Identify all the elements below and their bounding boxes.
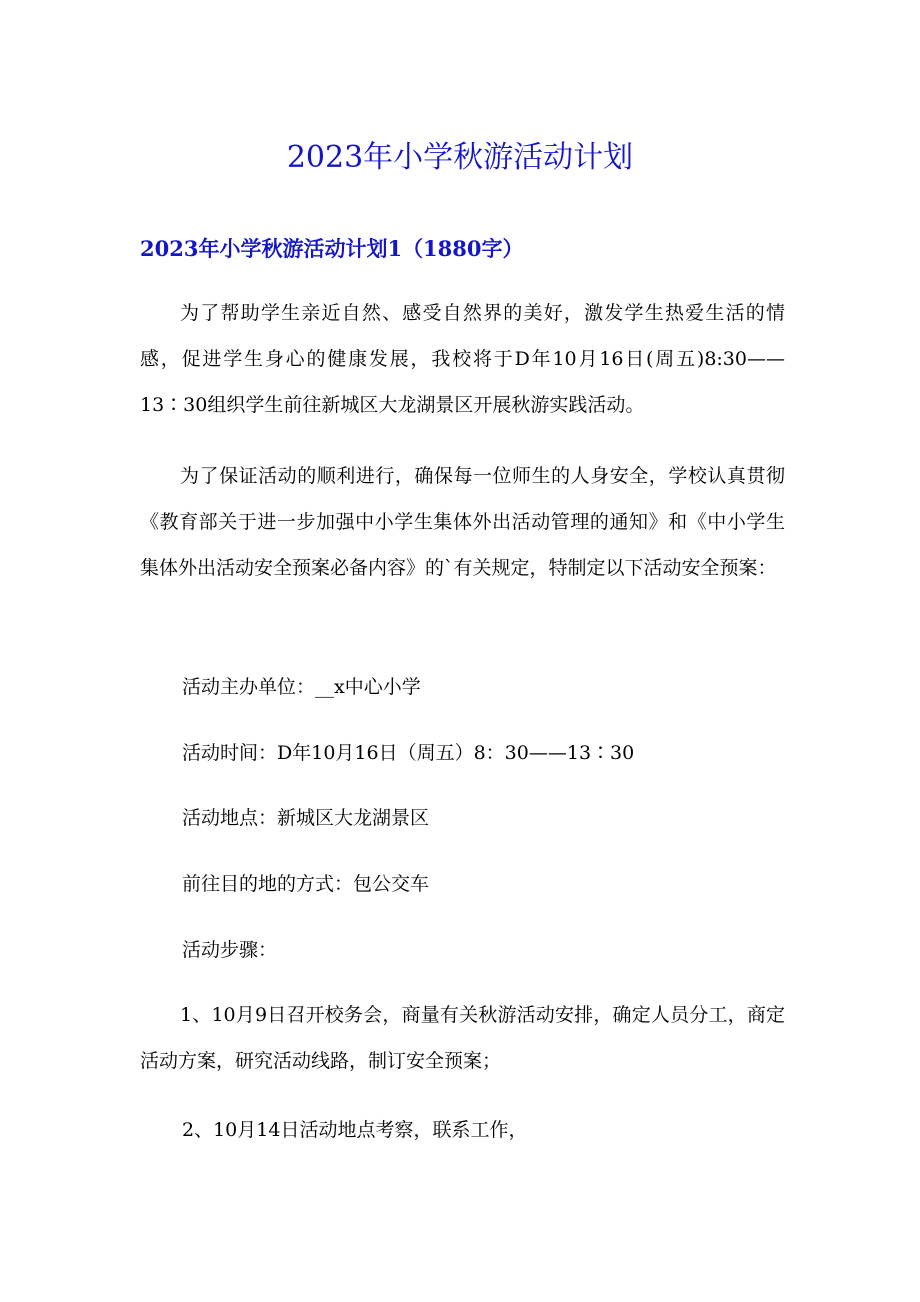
transport-line: 前往目的地的方式：包公交车 — [182, 873, 430, 895]
section-heading: 2023年小学秋游活动计划1（1880字） — [140, 236, 524, 261]
step-item: 1、10月9日召开校务会，商量有关秋游活动安排，确定人员分工，商定活动方案，研究活动线路，制订安全预案； — [140, 1004, 785, 1072]
steps-label: 活动步骤： — [182, 939, 278, 961]
step-item: 2、10月14日活动地点考察，联系工作， — [182, 1119, 528, 1141]
time-line: 活动时间：D年10月16日（周五）8：30——13∶30 — [182, 742, 635, 764]
document-title: 2023年小学秋游活动计划 — [286, 140, 634, 175]
safety-paragraph: 为了保证活动的顺利进行，确保每一位师生的人身安全，学校认真贯彻《教育部关于进一步加强中小学生集体外出活动管理的通知》和《中小学生集体外出活动安全预案必备内容》的`有关规定，特制定以下活动安全预案： — [140, 465, 785, 579]
location-line: 活动地点：新城区大龙湖景区 — [182, 807, 430, 829]
organizer-line: 活动主办单位：__x中心小学 — [182, 676, 421, 698]
intro-paragraph: 为了帮助学生亲近自然、感受自然界的美好，激发学生热爱生活的情感，促进学生身心的健康发展，我校将于D年10月16日(周五)8:30——13∶30组织学生前往新城区大龙湖景区开展秋游实践活动。 — [140, 302, 785, 416]
